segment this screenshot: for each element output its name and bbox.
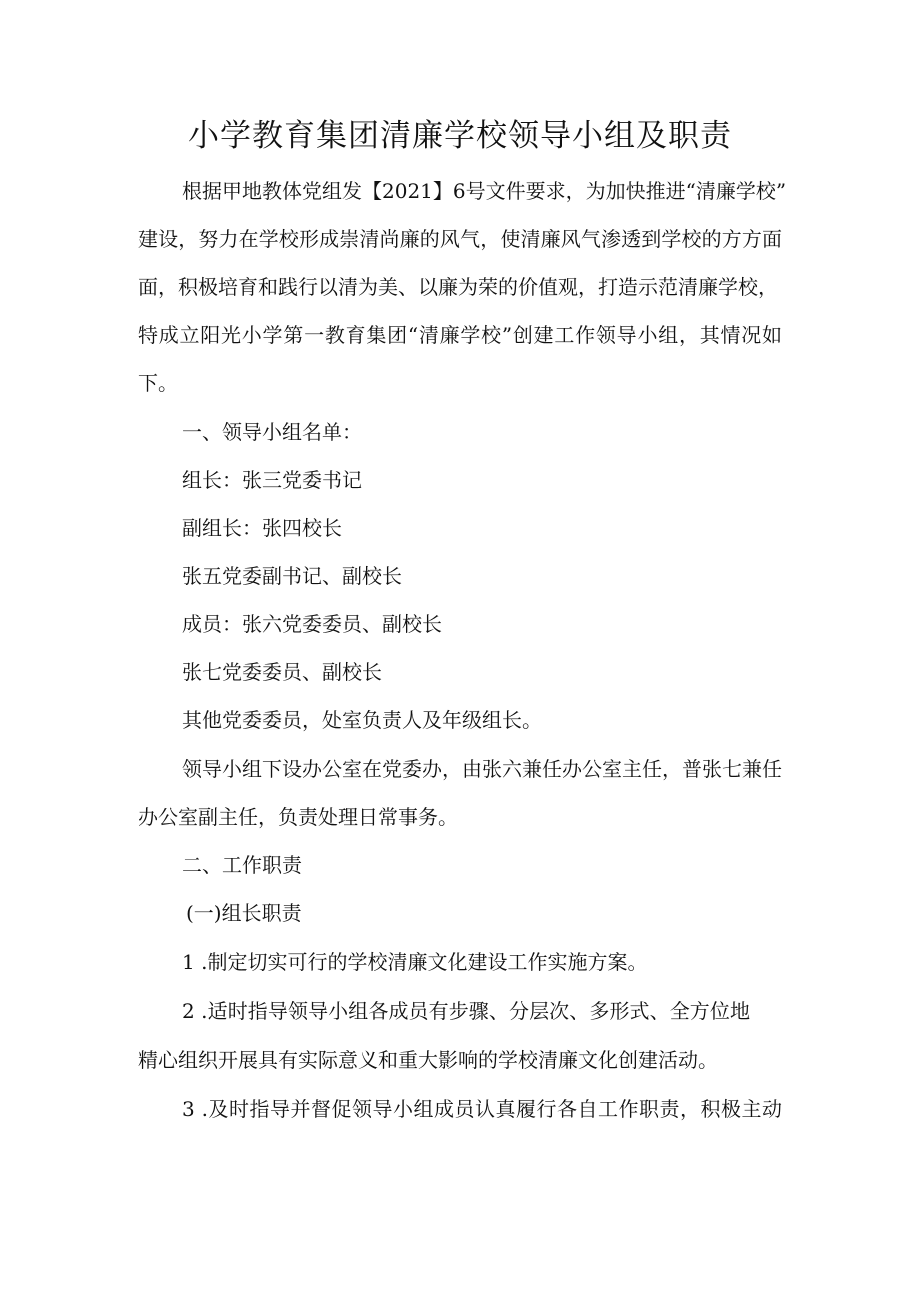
section1-heading: 一、领导小组名单： [182, 420, 362, 444]
member-deputy-leader: 副组长：张四校长 [182, 516, 342, 540]
member-committee-2: 张七党委委员、副校长 [182, 660, 382, 684]
member-leader: 组长：张三党委书记 [182, 468, 362, 492]
member-deputy-leader-2: 张五党委副书记、副校长 [182, 564, 402, 588]
office-line-1: 领导小组下设办公室在党委办，由张六兼任办公室主任，普张七兼任 [182, 757, 782, 781]
section2-heading: 二、工作职责 [182, 853, 302, 877]
duty-3: 3 .及时指导并督促领导小组成员认真履行各自工作职责，积极主动 [182, 1097, 782, 1121]
intro-line-4: 特成立阳光小学第一教育集团“清廉学校”创建工作领导小组，其情况如 [138, 323, 782, 347]
intro-line-5: 下。 [138, 371, 178, 395]
subsection1-heading: (一)组长职责 [186, 901, 302, 925]
document-title: 小学教育集团清廉学校领导小组及职责 [188, 118, 732, 154]
duty-1: 1 .制定切实可行的学校清廉文化建设工作实施方案。 [182, 950, 648, 974]
member-others: 其他党委委员，处室负责人及年级组长。 [182, 708, 542, 732]
duty-2-continued: 精心组织开展具有实际意义和重大影响的学校清廉文化创建活动。 [138, 1048, 718, 1072]
intro-line-3: 面，积极培育和践行以清为美、以廉为荣的价值观，打造示范清廉学校， [138, 275, 778, 299]
intro-line-1: 根据甲地教体党组发【2021】6号文件要求，为加快推进“清廉学校” [182, 179, 787, 203]
duty-2: 2 .适时指导领导小组各成员有步骤、分层次、多形式、全方位地 [182, 999, 750, 1023]
member-committee-1: 成员：张六党委委员、副校长 [182, 612, 442, 636]
intro-line-2: 建设，努力在学校形成崇清尚廉的风气，使清廉风气渗透到学校的方方面 [138, 227, 782, 251]
office-line-2: 办公室副主任，负责处理日常事务。 [138, 805, 458, 829]
